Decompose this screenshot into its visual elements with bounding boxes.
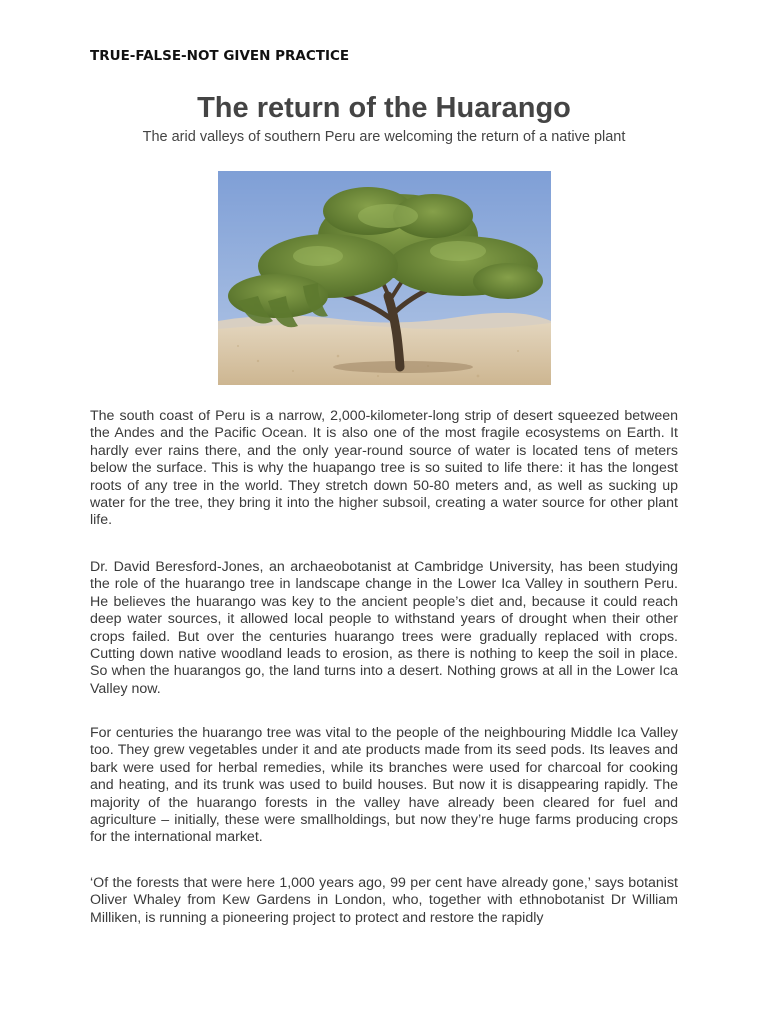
article-paragraph-1: The south coast of Peru is a narrow, 2,000-kilometer-long strip of desert squeezed between the Andes and the Pacific Ocean. It is also one of the most fragile ecosystems on Earth. It hardly ever rains there, and the only year-round source of water is located tens of meters below the surface. This is why the huapango tree is so suited to life there: it has the longest roots of any tree in the world. They stretch down 50-80 meters and, as well as sucking up water for the tree, they bring it into the higher subsoil, creating a water source for other plant life. bbox=[90, 408, 678, 529]
article-paragraph-2: Dr. David Beresford-Jones, an archaeobotanist at Cambridge University, has been studying the role of the huarango tree in landscape change in the Lower Ica Valley in southern Peru. He believes the huarango was key to the ancient people’s diet and, because it could reach deep water sources, it allowed local people to withstand years of drought when their other crops failed. But over the centuries huarango trees were gradually replaced with crops. Cutting down native woodland leads to erosion, as there is nothing to keep the soil in place. So when the huarangos go, the land turns into a desert. Nothing grows at all in the Lower Ica Valley now. bbox=[90, 559, 678, 697]
article-paragraph-4: ‘Of the forests that were here 1,000 years ago, 99 per cent have already gone,’ says botanist Oliver Whaley from Kew Gardens in London, who, together with ethnobotanist Dr William Milliken, is running a pioneering project to protect and restore the rapidly bbox=[90, 875, 678, 926]
practice-header: TRUE-FALSE-NOT GIVEN PRACTICE bbox=[90, 48, 350, 64]
article-title: The return of the Huarango bbox=[197, 92, 571, 124]
huarango-tree-photo bbox=[218, 171, 551, 385]
article-paragraph-3: For centuries the huarango tree was vital to the people of the neighbouring Middle Ica Valley too. They grew vegetables under it and ate products made from its seed pods. Its leaves and bark were used for herbal remedies, while its branches were used for charcoal for cooking and heating, and its trunk was used to build houses. But now it is disappearing rapidly. The majority of the huarango forests in the valley have already been cleared for fuel and agriculture – initially, these were smallholdings, but now they’re huge farms producing crops for the international market. bbox=[90, 725, 678, 846]
article-subtitle: The arid valleys of southern Peru are welcoming the return of a native plant bbox=[142, 129, 626, 145]
